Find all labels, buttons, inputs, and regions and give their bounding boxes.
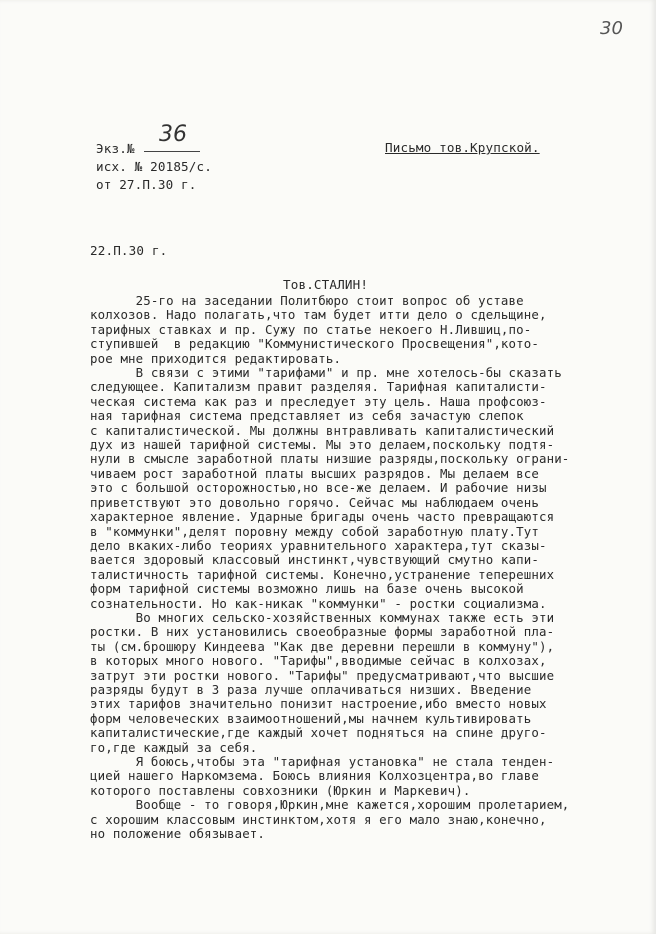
letter-body: [90, 294, 569, 841]
body-line: нули в смысле заработной платы низшие разряды,поскольку ограни-: [90, 451, 570, 467]
body-line: характерное явление. Ударные бригады очень часто превращаются: [90, 509, 555, 525]
body-line: но положение обязывает.: [90, 826, 266, 842]
copy-number-handwritten: 36: [159, 122, 187, 147]
salutation: Тов.СТАЛИН!: [283, 277, 369, 292]
body-line: В связи с этими "тарифами" и пр. мне хотелось-бы сказать: [90, 365, 562, 381]
body-line: цией нашего Наркомзема. Боюсь влияния Колхозцентра,во главе: [90, 768, 539, 784]
body-line: чиваем рост заработной платы высших разрядов. Мы делаем все: [90, 465, 539, 481]
body-line: разряды будут в 3 раза лучше оплачиваться низших. Введение: [90, 681, 532, 697]
body-line: вается здоровый классовый инстинкт,чувствующий смутно капи-: [90, 552, 539, 568]
page-number: 30: [600, 18, 623, 39]
body-line: которого поставлены совхозники (Юркин и Маркевич).: [90, 782, 471, 798]
body-line: го,где каждый за себя.: [90, 739, 258, 755]
body-line: Во многих сельско-хозяйственных коммунах также есть эти: [90, 609, 555, 625]
body-line: Вообще - то говоря,Юркин,мне кажется,хорошим пролетарием,: [90, 797, 570, 813]
body-line: приветствуют это довольно горячо. Сейчас мы наблюдаем очень: [90, 494, 539, 510]
body-line: в которых много нового. "Тарифы",вводимые сейчас в колхозах,: [90, 653, 547, 669]
body-line: в "коммунки",делят поровну между собой заработную плату.Тут: [90, 523, 539, 539]
body-line: рое мне приходится редактировать.: [90, 350, 342, 366]
body-line: это с большой осторожностью,но все-же делаем. И рабочие низы: [90, 480, 547, 496]
body-line: следующее. Капитализм правит разделяя. Тарифная капиталисти-: [90, 379, 547, 395]
body-line: форм тарифной системы возможно лишь на базе очень высокой: [90, 581, 524, 597]
body-line: Я боюсь,чтобы эта "тарифная установка" не стала тенден-: [90, 754, 555, 769]
body-line: ная тарифная система представляет из себя зачастую слепок: [90, 408, 524, 424]
body-line: ростки. В них установились своеобразные формы заработной пла-: [90, 624, 555, 640]
letter-title: Письмо тов.Крупской.: [385, 140, 540, 155]
body-line: форм человеческих взаимоотношений,мы начнем культивировать: [90, 710, 532, 726]
body-line: ступившей в редакцию "Коммунистического Просвещения",кото-: [90, 336, 539, 352]
body-line: сознательности. Но как-никак "коммунки" - ростки социализма.: [90, 595, 547, 611]
body-line: ческая система как раз и преследует эту цель. Наша профсоюз-: [90, 393, 547, 409]
outgoing-number: исх. № 20185/с.: [96, 159, 212, 174]
body-line: затрут эти ростки нового. "Тарифы" предусматривают,что высшие: [90, 667, 555, 683]
copy-number-label: Экз.№: [96, 141, 135, 156]
letter-date: 22.П.30 г.: [90, 243, 168, 258]
outgoing-date: от 27.П.30 г.: [96, 177, 197, 192]
copy-number-underline: [144, 151, 200, 152]
body-line: капиталистические,где каждый хочет подняться на спине друго-: [90, 725, 547, 741]
body-line: тарифных ставках и пр. Сужу по статье некоего Н.Лившиц,по-: [90, 321, 532, 337]
body-line: с капиталистической. Мы должны внтравливать капиталистический: [90, 422, 555, 438]
body-line: талистичность тарифной системы. Конечно,устранение теперешних: [90, 566, 555, 582]
body-line: дело вкаких-либо теориях уравнительного характера,тут сказы-: [90, 537, 547, 553]
body-line: колхозов. Надо полагать,что там будет итти дело о сдельщине,: [90, 307, 547, 323]
body-line: с хорошим классовым инстинктом,хотя я его мало знаю,конечно,: [90, 811, 547, 827]
body-line: этих тарифов значительно понизит настроение,ибо вместо новых: [90, 696, 547, 712]
body-line: 25-го на заседании Политбюро стоит вопрос об уставе: [90, 293, 524, 308]
body-line: ты (см.брошюру Киндеева "Как две деревни перешли в коммуну"),: [90, 638, 555, 654]
body-line: дух из нашей тарифной системы. Мы это делаем,поскольку подтя-: [90, 437, 555, 453]
